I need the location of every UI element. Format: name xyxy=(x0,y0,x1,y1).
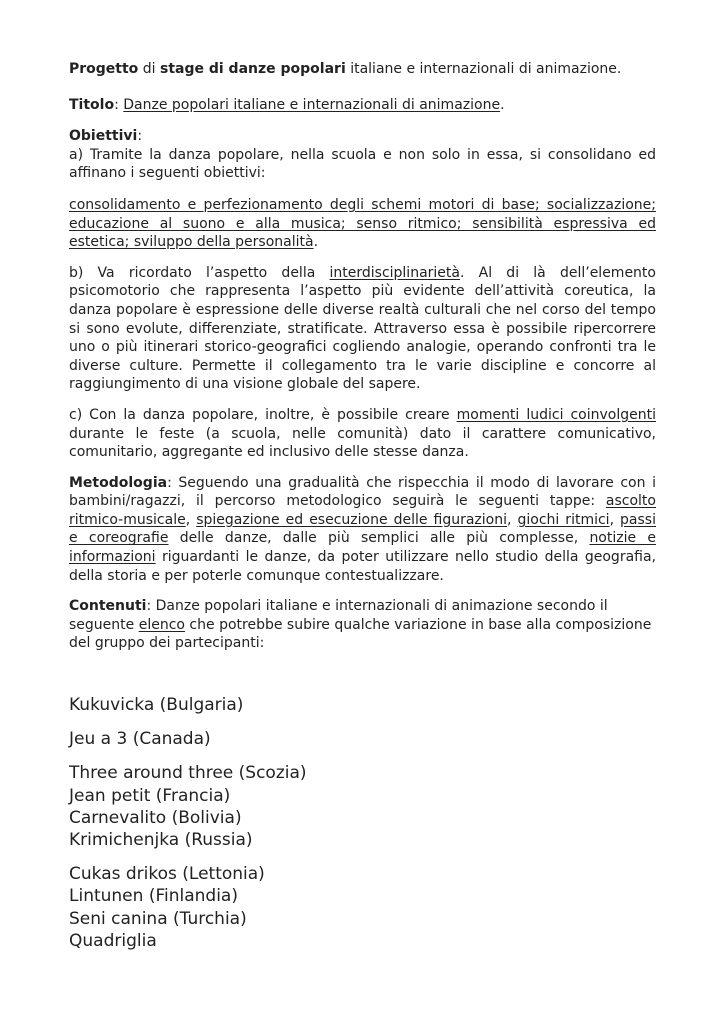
methodology-text-1: : Seguendo una gradualità che rispecchia il modo di lavorare con i bambini/ragazzi, il percorso metodologico seguirà le seguenti tappe: xyxy=(69,474,656,510)
objectives-b-intro: b) Va ricordato l’aspetto della xyxy=(69,264,330,281)
list-item: Jean petit (Francia) xyxy=(69,785,231,806)
project-subject: stage di danze popolari xyxy=(160,61,346,77)
methodology-label: Metodologia xyxy=(69,474,168,491)
list-item: Cukas drikos (Lettonia) xyxy=(69,864,265,885)
objectives-heading xyxy=(69,127,656,146)
objectives-c-text: durante le feste (a scuola, nelle comunità) dato il carattere comunicativo, comunitario, aggregante ed inclusivo delle stesse danza. xyxy=(69,425,656,461)
project-label: Progetto xyxy=(69,61,139,77)
list-item: Quadriglia xyxy=(69,930,157,951)
dance-list xyxy=(69,694,656,952)
project-description: italiane e internazionali di animazione. xyxy=(345,61,622,77)
title-separator: : xyxy=(114,96,124,113)
title-label: Titolo xyxy=(69,96,115,113)
methodology-text-5: delle danze, dalle più semplici alle più complesse, xyxy=(168,530,590,547)
methodology-step-1: ascolto ritmico-musicale xyxy=(69,493,656,528)
project-heading xyxy=(69,60,656,79)
contents-list-term: elenco xyxy=(138,616,185,633)
objectives-label: Obiettivi xyxy=(69,128,138,145)
methodology-step-2: spiegazione ed esecuzione delle figurazioni xyxy=(196,511,507,528)
methodology-text-4: , xyxy=(609,511,621,528)
ludic-moments-term: momenti ludici coinvolgenti xyxy=(456,406,656,423)
contents-paragraph xyxy=(69,597,656,653)
objectives-a: a) Tramite la danza popolare, nella scuola e non solo in essa, si consolidano ed affinano i seguenti obiettivi: xyxy=(69,146,656,182)
list-item: Lintunen (Finlandia) xyxy=(69,886,238,907)
objectives-list-text: consolidamento e perfezionamento degli schemi motori di base; socializzazione; educazione al suono e alla musica; senso ritmico; sensibilità espressiva ed estetica; sviluppo della personalità xyxy=(69,196,656,251)
list-item: Seni canina (Turchia) xyxy=(69,908,247,929)
objectives-c-intro: c) Con la danza popolare, inoltre, è possibile creare xyxy=(69,406,457,423)
methodology-text-2: , xyxy=(185,511,197,528)
objectives-colon: : xyxy=(137,128,143,145)
contents-text-1: : Danze popolari italiane e internazionali di animazione secondo il seguente xyxy=(69,598,608,633)
title-end: . xyxy=(500,96,505,113)
list-item: Carnevalito (Bolivia) xyxy=(69,807,242,828)
list-item: Three around three (Scozia) xyxy=(69,763,307,784)
methodology-step-5: notizie e informazioni xyxy=(69,530,656,566)
objectives-list xyxy=(69,196,656,252)
title-value: Danze popolari italiane e internazionali di animazione xyxy=(123,96,501,113)
objectives-b xyxy=(69,264,656,394)
objectives-list-end: . xyxy=(313,234,319,251)
interdisciplinarity-term: interdisciplinarietà xyxy=(329,264,460,281)
methodology-step-4: passi e coreografie xyxy=(69,511,656,547)
contents-label: Contenuti xyxy=(69,598,147,615)
methodology-text-6: riguardanti le danze, da poter utilizzare nello studio della geografia, della storia e per poterle comunque contestualizzare. xyxy=(69,549,656,584)
methodology-text-3: , xyxy=(507,511,518,528)
list-item: Jeu a 3 (Canada) xyxy=(69,729,211,750)
document-body xyxy=(69,60,656,653)
project-connector: di xyxy=(138,61,160,77)
methodology-step-3: giochi ritmici xyxy=(517,511,610,528)
objectives-c xyxy=(69,406,656,462)
list-item: Krimichenjka (Russia) xyxy=(69,830,253,851)
methodology-paragraph xyxy=(69,474,656,586)
contents-text-2: che potrebbe subire qualche variazione in base alla composizione del gruppo dei partecipanti: xyxy=(69,616,652,652)
list-item: Kukuvicka (Bulgaria) xyxy=(69,695,244,715)
title-line xyxy=(69,96,656,115)
objectives-b-text: . Al di là dell’elemento psicomotorio che rappresenta l’aspetto più evidente dell’attività coreutica, la danza popolare è espressione delle diverse realtà culturali che nel corso del tempo si sono evolute, differenziate, stratificate. Attraverso essa è possibile ripercorrere uno o più itinerari storico-geografici cogliendo analogie, operando confronti tra le diverse culture. Permette il collegamento tra le varie discipline e concorre al raggiungimento di una visione globale del sapere. xyxy=(69,264,656,393)
